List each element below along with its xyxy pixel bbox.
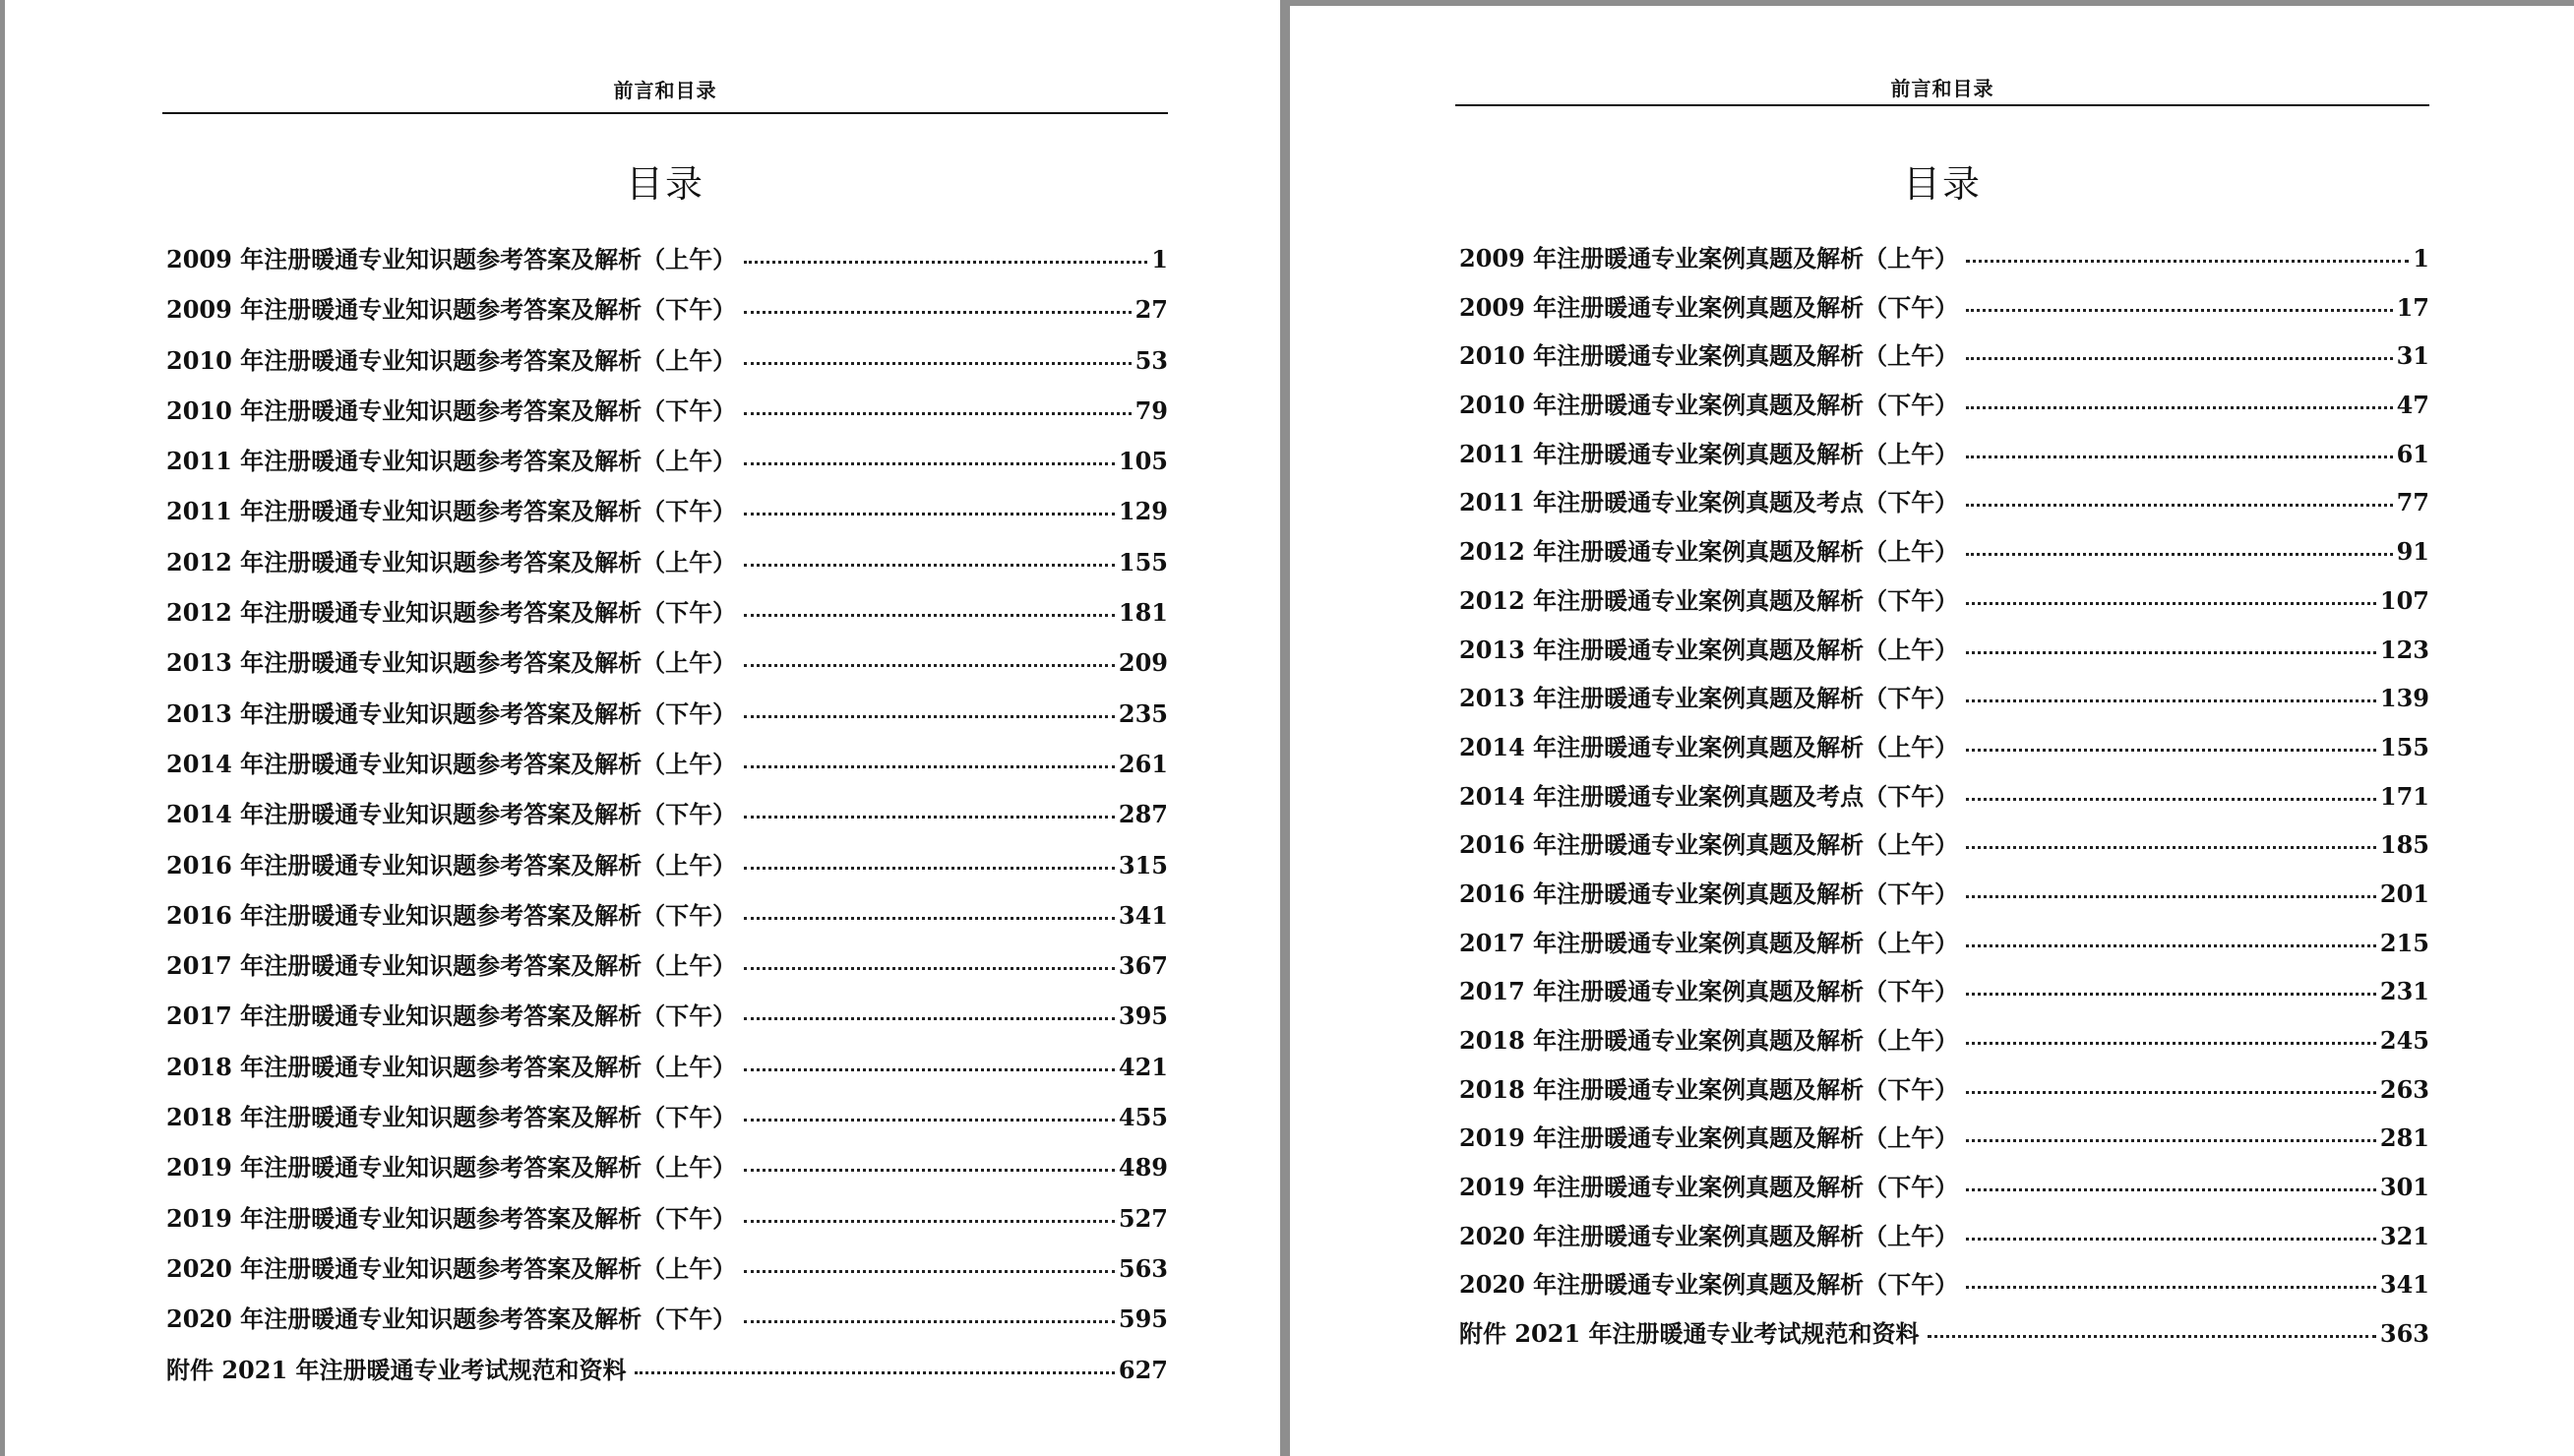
toc-entry-label: 2009 年注册暖通专业知识题参考答案及解析（上午） — [166, 245, 737, 273]
toc-entry-page-number: 367 — [1118, 951, 1168, 981]
toc-entry[interactable] — [166, 587, 1168, 637]
toc-entry-label: 2013 年注册暖通专业案例真题及解析（上午） — [1459, 635, 1959, 664]
toc-entry-label: 2016 年注册暖通专业案例真题及解析（上午） — [1459, 830, 1959, 860]
dot-leader — [744, 362, 1131, 365]
toc-entry[interactable] — [166, 1142, 1168, 1192]
toc-list — [166, 234, 1168, 1395]
toc-entry-label: 2010 年注册暖通专业知识题参考答案及解析（下午） — [166, 395, 737, 425]
toc-entry-page-number: 341 — [1118, 900, 1168, 930]
toc-entry-label: 2012 年注册暖通专业案例真题及解析（上午） — [1459, 537, 1959, 567]
toc-entry-label: 附件 2021 年注册暖通专业考试规范和资料 — [1459, 1319, 1920, 1349]
dot-leader — [744, 412, 1131, 415]
toc-entry-page-number: 315 — [1118, 850, 1168, 880]
toc-entry-page-number: 105 — [1118, 447, 1168, 476]
toc-entry-page-number: 91 — [2396, 537, 2429, 567]
toc-entry-page-number: 123 — [2379, 635, 2429, 664]
toc-entry-label: 2019 年注册暖通专业知识题参考答案及解析（上午） — [166, 1153, 737, 1183]
toc-entry-label: 2009 年注册暖通专业知识题参考答案及解析（下午） — [166, 295, 737, 325]
toc-entry[interactable] — [1459, 1260, 2429, 1309]
toc-entry[interactable] — [166, 1244, 1168, 1294]
toc-entry-page-number: 421 — [1118, 1052, 1168, 1081]
dot-leader — [744, 614, 1115, 617]
toc-entry[interactable] — [166, 991, 1168, 1041]
dot-leader — [744, 513, 1115, 516]
toc-entry-page-number: 263 — [2379, 1074, 2429, 1104]
toc-entry[interactable] — [166, 386, 1168, 436]
toc-title: 目录 — [625, 162, 705, 206]
toc-entry-page-number: 363 — [2379, 1319, 2429, 1349]
toc-entry-label: 2012 年注册暖通专业案例真题及解析（下午） — [1459, 585, 1959, 615]
toc-entry-label: 2016 年注册暖通专业知识题参考答案及解析（上午） — [166, 850, 737, 880]
toc-entry-label: 2017 年注册暖通专业案例真题及解析（上午） — [1459, 928, 1959, 957]
toc-entry-label: 2019 年注册暖通专业案例真题及解析（下午） — [1459, 1173, 1959, 1202]
toc-entry[interactable] — [1459, 626, 2429, 675]
toc-entry-label: 2014 年注册暖通专业案例真题及解析（上午） — [1459, 732, 1959, 761]
toc-entry[interactable] — [1459, 674, 2429, 723]
toc-entry-page-number: 129 — [1118, 497, 1168, 526]
toc-entry[interactable] — [1459, 820, 2429, 870]
toc-entry[interactable] — [166, 335, 1168, 386]
toc-entry[interactable] — [166, 789, 1168, 839]
toc-entry[interactable] — [166, 739, 1168, 789]
toc-entry[interactable] — [1459, 576, 2429, 626]
dot-leader — [744, 1320, 1115, 1323]
toc-entry[interactable] — [166, 840, 1168, 890]
toc-entry-page-number: 215 — [2379, 928, 2429, 957]
dot-leader — [744, 1220, 1115, 1223]
toc-entry-label: 2017 年注册暖通专业案例真题及解析（下午） — [1459, 977, 1959, 1006]
toc-entry[interactable] — [1459, 283, 2429, 333]
toc-entry[interactable] — [166, 1345, 1168, 1395]
toc-entry-label: 2018 年注册暖通专业案例真题及解析（上午） — [1459, 1026, 1959, 1055]
toc-entry-label: 2019 年注册暖通专业知识题参考答案及解析（下午） — [166, 1203, 737, 1233]
toc-entry-label: 2010 年注册暖通专业案例真题及解析（上午） — [1459, 341, 1959, 371]
document-page-left[interactable] — [5, 0, 1280, 1456]
toc-entry-label: 2019 年注册暖通专业案例真题及解析（上午） — [1459, 1123, 1959, 1153]
toc-entry[interactable] — [1459, 332, 2429, 381]
dot-leader — [1966, 846, 2376, 849]
toc-entry-label: 2013 年注册暖通专业知识题参考答案及解析（下午） — [166, 698, 737, 728]
toc-entry[interactable] — [166, 1092, 1168, 1142]
dot-leader — [744, 1270, 1115, 1273]
dot-leader — [744, 462, 1115, 465]
toc-entry-label: 2018 年注册暖通专业知识题参考答案及解析（上午） — [166, 1052, 737, 1081]
toc-entry[interactable] — [166, 1042, 1168, 1092]
toc-entry[interactable] — [1459, 870, 2429, 919]
toc-entry[interactable] — [166, 890, 1168, 940]
toc-entry-label: 2009 年注册暖通专业案例真题及解析（下午） — [1459, 292, 1959, 322]
toc-entry-label: 2020 年注册暖通专业知识题参考答案及解析（下午） — [166, 1304, 737, 1334]
dot-leader — [744, 311, 1131, 314]
toc-entry-page-number: 341 — [2379, 1270, 2429, 1300]
toc-entry-label: 2016 年注册暖通专业案例真题及解析（下午） — [1459, 879, 1959, 908]
toc-entry-label: 2014 年注册暖通专业知识题参考答案及解析（上午） — [166, 749, 737, 778]
toc-entry-label: 2012 年注册暖通专业知识题参考答案及解析（下午） — [166, 598, 737, 628]
toc-list — [1459, 234, 2429, 1359]
toc-entry-page-number: 301 — [2379, 1173, 2429, 1202]
toc-entry-page-number: 395 — [1118, 1001, 1168, 1031]
dot-leader — [744, 261, 1147, 264]
toc-entry-page-number: 1 — [2413, 244, 2429, 273]
toc-entry-label: 2018 年注册暖通专业知识题参考答案及解析（下午） — [166, 1103, 737, 1132]
toc-entry-label: 2020 年注册暖通专业知识题参考答案及解析（上午） — [166, 1253, 737, 1283]
toc-entry-page-number: 209 — [1118, 648, 1168, 678]
toc-entry-label: 2012 年注册暖通专业知识题参考答案及解析（上午） — [166, 547, 737, 576]
toc-entry[interactable] — [166, 637, 1168, 688]
toc-entry-label: 2017 年注册暖通专业知识题参考答案及解析（下午） — [166, 1001, 737, 1031]
toc-entry-page-number: 1 — [1151, 245, 1168, 273]
toc-entry-page-number: 627 — [1118, 1355, 1168, 1384]
toc-entry[interactable] — [1459, 381, 2429, 430]
toc-entry-page-number: 527 — [1118, 1203, 1168, 1233]
toc-entry-page-number: 281 — [2379, 1123, 2429, 1153]
toc-entry-label: 附件 2021 年注册暖通专业考试规范和资料 — [166, 1355, 627, 1384]
dot-leader — [1966, 944, 2376, 947]
dot-leader — [744, 1017, 1115, 1020]
dot-leader — [1966, 455, 2392, 458]
running-header: 前言和目录 — [1890, 77, 1994, 100]
toc-entry[interactable] — [1459, 1163, 2429, 1212]
toc-entry[interactable] — [1459, 1309, 2429, 1359]
toc-entry-label: 2020 年注册暖通专业案例真题及解析（上午） — [1459, 1221, 1959, 1250]
toc-entry[interactable] — [1459, 1016, 2429, 1065]
dot-leader — [1928, 1335, 2376, 1338]
toc-entry-page-number: 31 — [2396, 341, 2429, 371]
toc-entry-label: 2011 年注册暖通专业案例真题及考点（下午） — [1459, 488, 1959, 517]
dot-leader — [744, 765, 1115, 768]
toc-entry[interactable] — [166, 689, 1168, 739]
toc-entry-page-number: 77 — [2396, 488, 2429, 517]
dot-leader — [744, 816, 1115, 819]
toc-entry[interactable] — [1459, 478, 2429, 527]
toc-entry-label: 2009 年注册暖通专业案例真题及解析（上午） — [1459, 244, 1959, 273]
dot-leader — [1966, 1188, 2376, 1191]
dot-leader — [744, 664, 1115, 667]
toc-entry-page-number: 181 — [1118, 598, 1168, 628]
dot-leader — [744, 564, 1115, 567]
dot-leader — [1966, 1286, 2376, 1289]
toc-entry[interactable] — [1459, 919, 2429, 968]
dot-leader — [1966, 1139, 2376, 1142]
toc-entry[interactable] — [1459, 772, 2429, 821]
toc-entry-label: 2017 年注册暖通专业知识题参考答案及解析（上午） — [166, 951, 737, 981]
dot-leader — [1966, 1091, 2376, 1094]
dot-leader — [1966, 798, 2376, 801]
toc-entry-page-number: 201 — [2379, 879, 2429, 908]
toc-entry-page-number: 235 — [1118, 698, 1168, 728]
dot-leader — [744, 1068, 1115, 1071]
toc-entry-page-number: 139 — [2379, 684, 2429, 713]
toc-entry-page-number: 287 — [1118, 800, 1168, 829]
dot-leader — [1966, 1238, 2376, 1241]
toc-entry-label: 2011 年注册暖通专业案例真题及解析（上午） — [1459, 439, 1959, 468]
toc-entry-page-number: 455 — [1118, 1103, 1168, 1132]
toc-entry-page-number: 107 — [2379, 585, 2429, 615]
toc-entry-label: 2018 年注册暖通专业案例真题及解析（下午） — [1459, 1074, 1959, 1104]
toc-entry-page-number: 155 — [2379, 732, 2429, 761]
dot-leader — [635, 1371, 1115, 1374]
dot-leader — [744, 1169, 1115, 1172]
toc-entry-page-number: 79 — [1134, 395, 1168, 425]
toc-entry-label: 2014 年注册暖通专业案例真题及考点（下午） — [1459, 781, 1959, 811]
toc-entry-page-number: 155 — [1118, 547, 1168, 576]
toc-entry[interactable] — [1459, 723, 2429, 772]
toc-entry-label: 2010 年注册暖通专业案例真题及解析（下午） — [1459, 391, 1959, 420]
toc-entry[interactable] — [1459, 527, 2429, 576]
dot-leader — [1966, 504, 2392, 507]
dot-leader — [1966, 602, 2376, 605]
toc-entry-page-number: 595 — [1118, 1304, 1168, 1334]
toc-entry[interactable] — [166, 1193, 1168, 1244]
toc-entry-label: 2013 年注册暖通专业知识题参考答案及解析（上午） — [166, 648, 737, 678]
toc-entry[interactable] — [1459, 430, 2429, 479]
toc-entry[interactable] — [1459, 1114, 2429, 1163]
dot-leader — [1966, 260, 2409, 263]
toc-entry-label: 2020 年注册暖通专业案例真题及解析（下午） — [1459, 1270, 1959, 1300]
toc-entry-page-number: 563 — [1118, 1253, 1168, 1283]
toc-entry-page-number: 231 — [2379, 977, 2429, 1006]
toc-entry[interactable] — [166, 284, 1168, 334]
toc-entry-page-number: 489 — [1118, 1153, 1168, 1183]
toc-entry-page-number: 185 — [2379, 830, 2429, 860]
toc-entry[interactable] — [166, 1294, 1168, 1344]
toc-entry-label: 2010 年注册暖通专业知识题参考答案及解析（上午） — [166, 345, 737, 375]
dot-leader — [1966, 749, 2376, 752]
toc-entry-page-number: 61 — [2396, 439, 2429, 468]
toc-entry[interactable] — [166, 486, 1168, 536]
dot-leader — [744, 917, 1115, 920]
toc-entry-page-number: 261 — [1118, 749, 1168, 778]
dot-leader — [744, 1119, 1115, 1122]
toc-entry-label: 2013 年注册暖通专业案例真题及解析（下午） — [1459, 684, 1959, 713]
toc-entry[interactable] — [166, 537, 1168, 587]
dot-leader — [1966, 309, 2392, 312]
toc-entry-page-number: 53 — [1134, 345, 1168, 375]
toc-entry[interactable] — [1459, 1065, 2429, 1115]
dot-leader — [744, 715, 1115, 718]
toc-entry[interactable] — [166, 234, 1168, 284]
dot-leader — [1966, 993, 2376, 996]
toc-entry-page-number: 17 — [2396, 292, 2429, 322]
toc-entry-label: 2011 年注册暖通专业知识题参考答案及解析（下午） — [166, 497, 737, 526]
toc-entry[interactable] — [1459, 1212, 2429, 1261]
toc-entry-page-number: 245 — [2379, 1026, 2429, 1055]
toc-entry-label: 2014 年注册暖通专业知识题参考答案及解析（下午） — [166, 800, 737, 829]
dot-leader — [1966, 1042, 2376, 1045]
dot-leader — [744, 967, 1115, 970]
dot-leader — [1966, 406, 2392, 409]
toc-entry-page-number: 47 — [2396, 391, 2429, 420]
toc-entry[interactable] — [1459, 967, 2429, 1016]
dot-leader — [1966, 895, 2376, 898]
header-rule — [162, 112, 1168, 114]
header-rule — [1455, 104, 2429, 106]
toc-entry-page-number: 321 — [2379, 1221, 2429, 1250]
toc-entry[interactable] — [1459, 234, 2429, 283]
toc-entry-page-number: 27 — [1134, 295, 1168, 325]
dot-leader — [1966, 357, 2392, 360]
dot-leader — [1966, 651, 2376, 654]
document-page-right[interactable] — [1290, 6, 2574, 1456]
toc-entry-label: 2016 年注册暖通专业知识题参考答案及解析（下午） — [166, 900, 737, 930]
running-header: 前言和目录 — [613, 79, 717, 102]
toc-entry[interactable] — [166, 436, 1168, 486]
toc-title: 目录 — [1902, 162, 1982, 206]
toc-entry-page-number: 171 — [2379, 781, 2429, 811]
toc-entry[interactable] — [166, 940, 1168, 991]
dot-leader — [744, 867, 1115, 870]
toc-entry-label: 2011 年注册暖通专业知识题参考答案及解析（上午） — [166, 447, 737, 476]
dot-leader — [1966, 553, 2392, 556]
dot-leader — [1966, 699, 2376, 702]
